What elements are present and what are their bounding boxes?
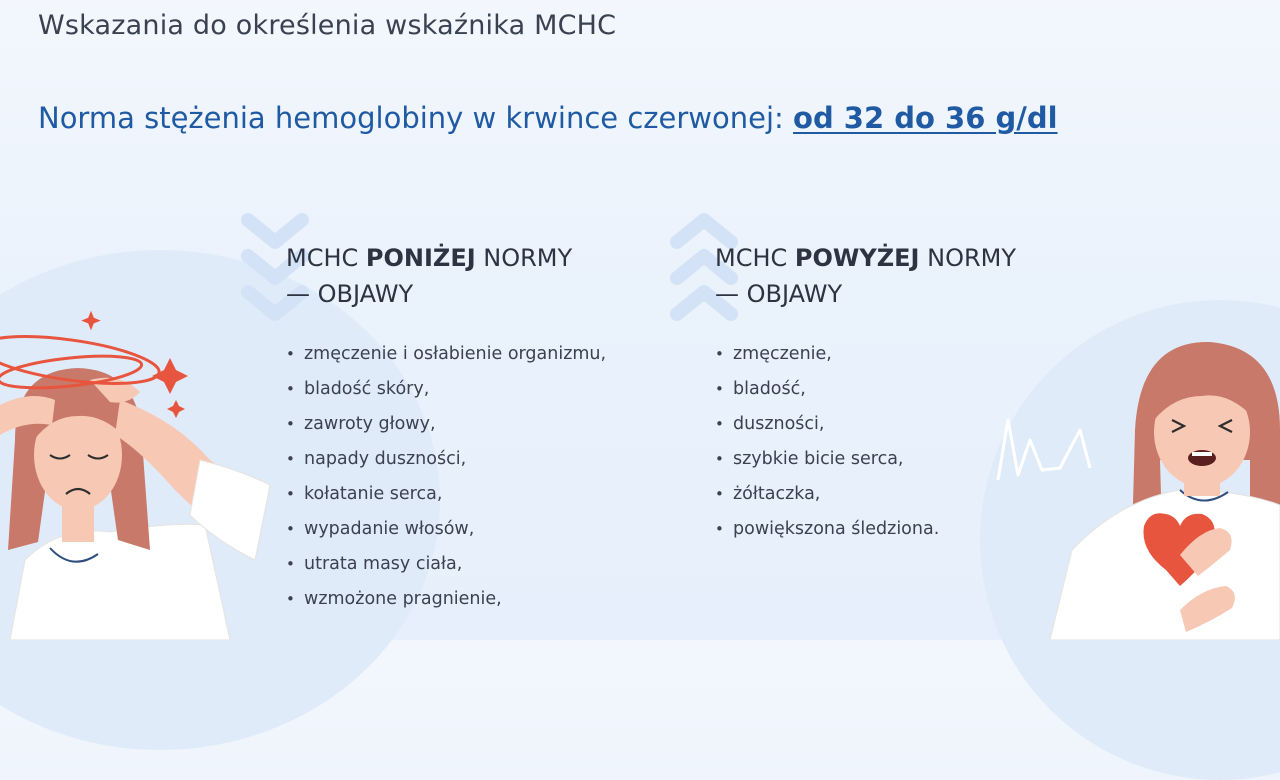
list-item: • bladość skóry, [286, 376, 646, 402]
above-norm-heading [715, 240, 1095, 312]
dizzy-woman-illustration [0, 310, 280, 640]
list-item: • kołatanie serca, [286, 481, 646, 507]
below-norm-section [286, 240, 646, 609]
heading-prefix: MCHC [715, 244, 795, 272]
list-item: • bladość, [715, 376, 1095, 402]
norm-value: od 32 do 36 g/dl [793, 101, 1058, 135]
heading-suffix: NORMY [919, 244, 1016, 272]
below-norm-symptom-list [286, 341, 646, 621]
list-item: • zmęczenie, [715, 341, 1095, 367]
heading-line2: — OBJAWY [715, 280, 843, 308]
list-item: • napady duszności, [286, 446, 646, 472]
list-item: • duszności, [715, 411, 1095, 437]
norm-statement [38, 101, 1058, 135]
list-item: • wypadanie włosów, [286, 516, 646, 542]
list-item: • zmęczenie i osłabienie organizmu, [286, 341, 646, 367]
page-title: Wskazania do określenia wskaźnika MCHC [38, 10, 617, 41]
heading-bold: PONIŻEJ [365, 244, 476, 272]
norm-label: Norma stężenia hemoglobiny w krwince czerwonej: [38, 101, 794, 135]
list-item: • powiększona śledziona. [715, 516, 1095, 542]
heading-prefix: MCHC [286, 244, 366, 272]
heart-pain-woman-illustration [980, 340, 1280, 640]
heading-line2: — OBJAWY [286, 280, 414, 308]
list-item: • żółtaczka, [715, 481, 1095, 507]
heading-bold: POWYŻEJ [794, 244, 920, 272]
list-item: • zawroty głowy, [286, 411, 646, 437]
below-norm-heading [286, 240, 646, 312]
list-item: • szybkie bicie serca, [715, 446, 1095, 472]
list-item: • wzmożone pragnienie, [286, 586, 646, 612]
heading-suffix: NORMY [475, 244, 573, 272]
list-item: • utrata masy ciała, [286, 551, 646, 577]
above-norm-section [715, 240, 1095, 539]
